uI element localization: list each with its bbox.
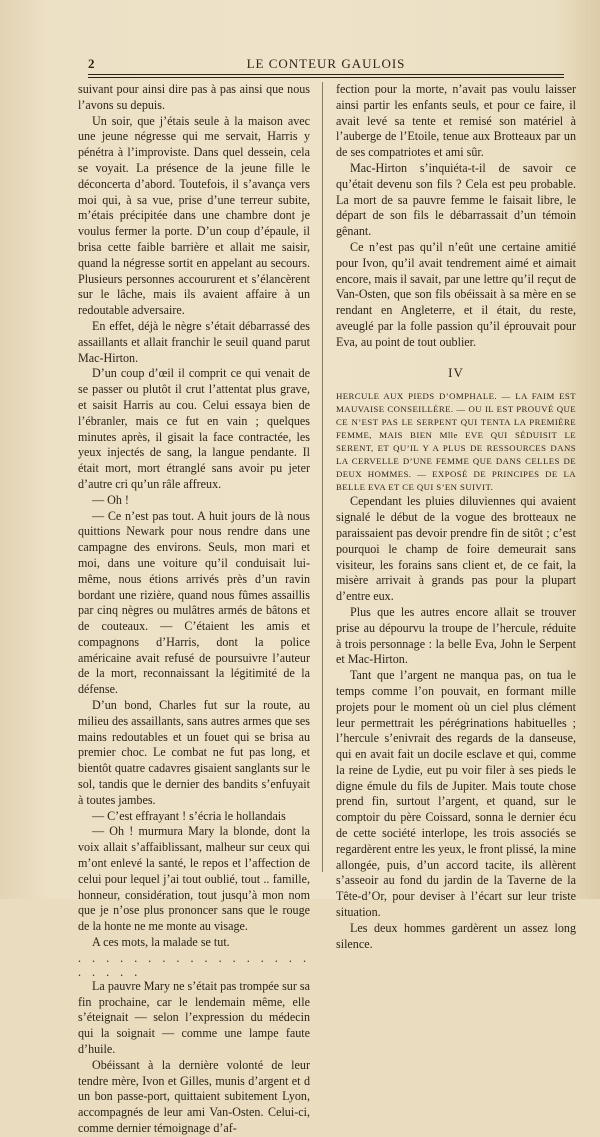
section-number: IV [448, 364, 464, 380]
paragraph: D’un coup d’œil il comprit ce qui venait de se passer ou plutôt il crut l’attentat plus grave, et saisit Harris au cou. Celui essaya bien de l’ébranler, mais ce fut en vain ; quelques minutes après, il gisait la face contractée, les yeux injectés de sang, la langue pendante. Il était mort, mort étranglé sans avoir pu jeter d’autre cri qu’un râle affreux. [78, 366, 310, 491]
section-summary: HERCULE AUX PIEDS D’OMPHALE. — LA FAIM EST MAUVAISE CONSEILLÈRE. — OU IL EST PROUVÉ QUE CE N’EST PAS LE SERPENT QUI TENTA LA PREMIÈRE FEMME, MAIS BIEN Mlle EVE QUI SÉDUISIT LE SERENT, ET QU’IL Y A PLUS DE RESSOURCES DANS LA CERVELLE D’UNE FEMME QUE DANS CELLES DE DEUX HOMMES. — EXPOSÉ DE PRINCIPES DE LA BELLE EVA ET CE QUI S’EN SUIVIT. [336, 391, 576, 493]
running-title: LE CONTEUR GAULOIS [246, 56, 406, 71]
column-divider [322, 82, 323, 872]
paragraph: D’un bond, Charles fut sur la route, au milieu des assaillants, sans autres armes que ses mains redoutables et un fouet qui se brisa au premier choc. Le combat ne fut pas long, et bientôt quatre cadavres gisaient sanglants sur le sol, tandis que le dernier des bandits s’enfuyait à toutes jambes. [78, 698, 310, 807]
paragraph: Un soir, que j’étais seule à la maison avec une jeune négresse qui me servait, Harris y pénétra à l’improviste. Dans quel dessein, cela se voyait. La présence de la jeune fille le déconcerta d’abord. Toutefois, il s’avança vers moi qui, à sa vue, prise d’une terreur subite, m’étais précipitée dans une chambre dont je voulus fermer la porte. D’un coup d’épaule, il brisa cette faible barrière et allait me saisir, quand la négresse sortit en appelant au secours. Plusieurs personnes accoururent et s’élancèrent sur le lâche, mais ils avaient affaire à un redoutable adversaire. [78, 113, 310, 318]
paragraph: — Oh ! [92, 492, 129, 507]
right-column [336, 82, 576, 952]
paragraph: — Ce n’est pas tout. A huit jours de là nous quittions Newark pour nous rendre dans une campagne des environs. Seuls, mon mari et moi, dans une voiture qu’il conduisait lui-même, nous étions arrivés près d’un ravin bordant une rizière, quand nous fûmes assaillis par cinq nègres ou mulâtres armés de bâtons et de couteaux. — C’étaient les amis et compagnons d’Harris, dont la police américaine avait refusé de poursuivre l’auteur de la mort, reconnaissant la légitimité de la défense. [78, 508, 310, 697]
paragraph: Les deux hommes gardèrent un assez long silence. [336, 920, 576, 951]
paragraph: Obéissant à la dernière volonté de leur tendre mère, Ivon et Gilles, munis d’argent et d un bon passe-port, quittaient subitement Lyon, accompagnés de leur ami Van-Osten. Celui-ci, comme dernier témoignage d’af- [78, 1057, 310, 1135]
paragraph: La pauvre Mary ne s’était pas trompée sur sa fin prochaine, car le lendemain même, elle s’éteignait — selon l’expression du médecin qui la soignait — comme une lampe faute d’huile. [78, 978, 310, 1057]
page-number: 2 [88, 56, 96, 71]
paragraph: En effet, déjà le nègre s’était débarrassé des assaillants et allait franchir le seuil quand parut Mac-Hirton. [78, 318, 310, 365]
paragraph: Cependant les pluies diluviennes qui avaient signalé le début de la vogue des brotteaux ne paraissaient pas devoir prendre fin de sitôt ; c’est pourquoi le champ de foire demeurait sans visiteur, les forains sans client et, de ce fait, la misère arrivait à grands pas pour la plupart d’entre eux. [336, 494, 576, 604]
page-header [88, 56, 564, 72]
paragraph: A ces mots, la malade se tut. [92, 935, 230, 950]
paragraph: fection pour la morte, n’avait pas voulu laisser ainsi partir les enfants seuls, et pour ce faire, il avait levé sa tente et remisé son matériel à l’auberge de l’Etoile, tenue aux Brotteaux par un de ses compatriotes et ami sûr. [336, 82, 576, 160]
paragraph: Mac-Hirton s’inquiéta-t-il de savoir ce qu’était devenu son fils ? Cela est peu probable. La mort de sa pauvre femme le faisait libre, le départ de son fils le débarrassait d’un témoin gênant. [336, 160, 576, 239]
header-rule [88, 74, 564, 75]
left-column [78, 82, 310, 1137]
header-rule-thin [88, 77, 564, 78]
paragraph: — C’est effrayant ! s’écria le hollandais [92, 808, 286, 823]
paragraph: — Oh ! murmura Mary la blonde, dont la voix allait s’affaiblissant, malheur sur ceux qui m’ont enlevé la santé, le repos et l’affection de celui pour lequel j’ai tout oublié, tout .. famille, honneur, considération, tout jusqu’à mon nom que je n’ose plus prononcer sans que le rouge de la honte ne me monte au visage. [78, 824, 310, 934]
paragraph: Ce n’est pas qu’il n’eût une certaine amitié pour Ivon, qu’il avait tendrement aimé et aimait encore, mais il savait, par une lettre qu’il reçut de Van-Osten, que son fils obéissait à sa mère en se rendant en Angleterre, et il était, du reste, aveuglé par la folle passion qu’il éprouvait pour Eva, au point de tout oublier. [336, 239, 576, 349]
paragraph: Plus que les autres encore allait se trouver prise au dépourvu la troupe de l’hercule, réduite à trois personnage : la belle Eva, John le Serpent et Mac-Hirton. [336, 604, 576, 667]
paragraph: suivant pour ainsi dire pas à pas ainsi que nous l’avons su depuis. [78, 82, 310, 112]
ellipsis-separator: . . . . . . . . . . . . . . . . . . . . . . [78, 950, 310, 979]
paragraph: Tant que l’argent ne manqua pas, on tua le temps comme l’on pouvait, en formant mille projets pour le moment où un ciel plus clément leur permettrait les pérégrinations habituelles ; l’hercule s’enivrait des regards de la danseuse, qui en avait fait un docile esclave et qui, comme la reine de Lydie, eut pu voir filer à ses pieds le digne émule du fils de Jupiter. Mais toute chose prend fin, surtout l’argent, et quand, sur le comptoir du père Coissard, sonna le dernier écu de cette société interlope, les trois associés se regardèrent entre les yeux, le front plissé, la mine allongée, puis, d’un accord tacite, ils allèrent s’asseoir au fond du jardin de la Taverne de la Tête-d’Or, pour deviser à l’écart sur leur triste situation. [336, 668, 576, 920]
